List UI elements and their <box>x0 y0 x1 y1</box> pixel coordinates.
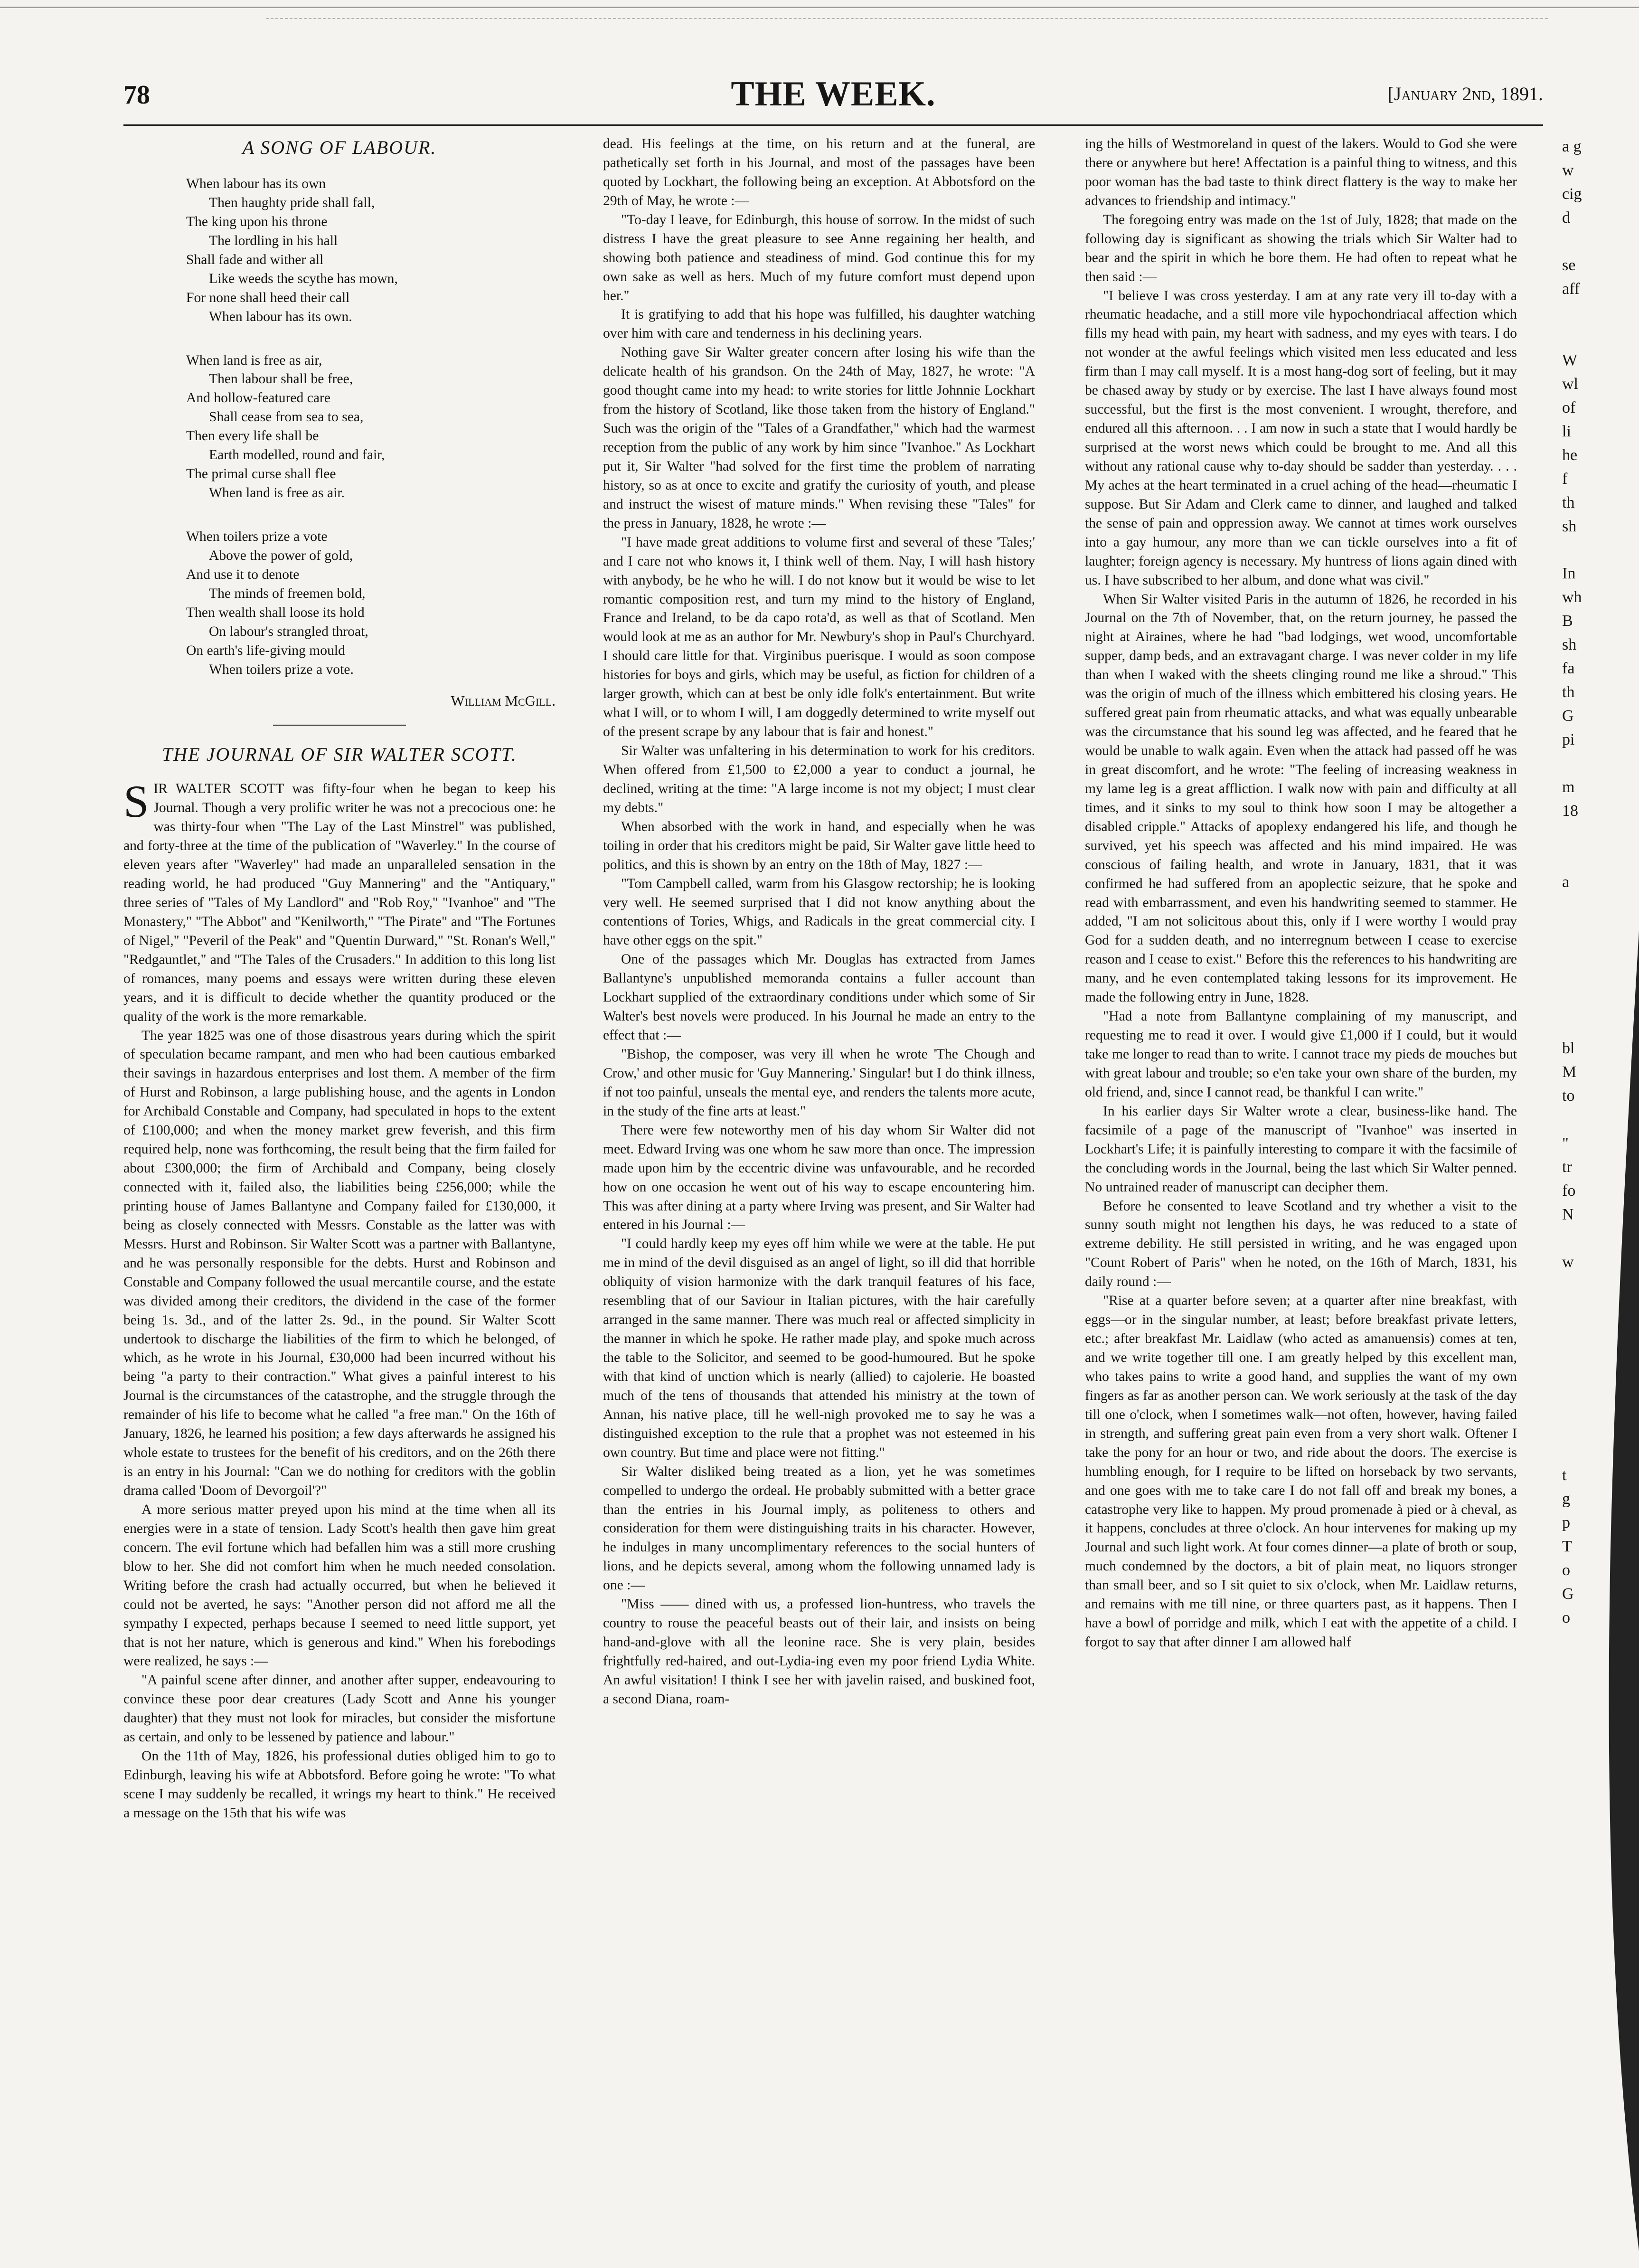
fragment-line: m <box>1562 778 1575 796</box>
fragment-line: o <box>1562 1561 1570 1579</box>
fragment-line: he <box>1562 446 1578 464</box>
section-divider <box>273 725 406 726</box>
fragment-line: G <box>1562 1585 1574 1603</box>
article-paragraph: When Sir Walter visited Paris in the autumn of 1826, he recorded in his Journal on the 7th of November, that, on the return journey, he passed the night at Airaines, where he had "bad lodgings, wet wood, uncomfortable supper, damp beds, and an extravagant charge. I was never colder in my life than when I waked with the sheets clinging round me like a shroud." This was the origin of much of the illness which embittered his closing years. He suffered great pain from rheumatic attacks, and what was equally unbearable was the circumstance that his sound leg was affected, and he feared that he would be unable to walk again. Even when the attack had passed off he was in great discomfort, and he wrote: "The feeling of increasing weakness in my lame leg is a great affliction. I walk now with pain and difficulty at all times, and it sinks to my soul to think how soon I may be altogether a disabled cripple." Attacks of apoplexy endangered his life, and though he survived, yet his speech was affected and his mind impaired. He was conscious of failing health, and wrote in January, 1831, that it was confirmed he had suffered from an apoplectic seizure, that he spoke and read with embarrassment, and even his handwriting seemed to stammer. He added, "I am not solicitous about this, only if I were worthy I would pray God for a sudden death, and no interregnum between I cease to exercise reason and I cease to exist." Before this the references to his handwriting are many, and he even contemplated taking lessons for its improvement. He made the following entry in June, 1828. <box>1085 591 1517 1005</box>
page-edge-scan-shadow <box>1558 931 1639 2251</box>
fragment-line: p <box>1562 1514 1570 1532</box>
fragment-line <box>1562 230 1639 254</box>
article-paragraph: It is gratifying to add that his hope was fulfilled, his daughter watching over him with care and tenderness in his declining years. <box>603 307 1035 341</box>
page-header <box>123 75 1543 127</box>
fragment-line <box>1562 847 1639 870</box>
fragment-line <box>1562 325 1639 349</box>
poem-line: And hollow-featured care <box>186 390 331 406</box>
article-paragraph: "I could hardly keep my eyes off him while we were at the table. He put me in mind of the devil disguised as an angel of light, so ill did that horrible obliquity of vision harmonize with the dark tranquil features of his face, resembling that of our Saviour in Italian pictures, with the hair carefully arranged in the same manner. There was much real or affected simplicity in the manner in which he spoke. He rather made play, and spoke much across the table to the Solicitor, and seemed to be good-humoured. But he spoke with that kind of unction which is nearly (allied) to cajolerie. He boasted much of the tens of thousands that attended his ministry at the town of Annan, his native place, till he well-nigh provoked me to say he was a distinguished exception to the rule that a prophet was not esteemed in his own country. But time and place were not fitting." <box>603 1236 1035 1460</box>
article-paragraph: A more serious matter preyed upon his mind at the time when all its energies were in a state of tension. Lady Scott's health then gave him great concern. The evil fortune which had befallen him was a still more crushing blow to her. She did not comfort him when he much needed consolation. Writing before the crash had actually occurred, but when he believed it could not be averted, he says: "Another person did not afford me all the sympathy I expected, perhaps because I seemed to need little support, yet that is not her nature, which is generous and kind." When his forebodings were realized, he says :— <box>123 1502 556 1669</box>
article-paragraph: "Tom Campbell called, warm from his Glasgow rectorship; he is looking very well. He seemed surprised that I did not know anything about the contentions of Tories, Whigs, and Radicals in the great commercial city. I have other eggs on the spit." <box>603 876 1035 948</box>
drop-cap: S <box>123 776 149 827</box>
top-rule <box>0 7 1639 8</box>
poem-line: Shall cease from sea to sea, <box>209 409 364 425</box>
fragment-line: cig <box>1562 185 1582 203</box>
header-rule <box>123 124 1543 126</box>
poem-line: The lordling in his hall <box>209 233 338 248</box>
article-paragraph: There were few noteworthy men of his day whom Sir Walter did not meet. Edward Irving was one whom he saw more than once. The impression made upon him by the eccentric divine was unfavourable, and he recorded how on one occasion he went out of his way to escape encountering him. This was after dining at a party where Irving was present, and Sir Walter had entered in his Journal :— <box>603 1122 1035 1233</box>
fragment-line: a <box>1562 873 1570 891</box>
article-paragraph: Sir Walter was unfaltering in his determination to work for his creditors. When offered from £1,500 to £2,000 a year to conduct a journal, he declined, writing at the time: "A large income is not my object; I must clear my debts." <box>603 743 1035 815</box>
fragment-line: th <box>1562 683 1575 701</box>
poem-line: When land is free as air. <box>209 485 345 501</box>
fragment-line: t <box>1562 1466 1567 1484</box>
fragment-line: W <box>1562 351 1578 369</box>
fragment-line: of <box>1562 398 1576 416</box>
poem-stanza <box>186 528 556 680</box>
fragment-line: fo <box>1562 1181 1576 1200</box>
article-paragraph: Sir Walter disliked being treated as a lion, yet he was sometimes compelled to undergo the ordeal. He probably submitted with a better grace than the entries in his Journal imply, as politeness to others and consideration for them were distinguishing traits in his character. However, he indulges in many uncomplimentary references to the social hunters of lions, and he depicts several, among whom the following unnamed lady is one :— <box>603 1464 1035 1593</box>
fragment-line: aff <box>1562 280 1580 298</box>
article-title: THE JOURNAL OF SIR WALTER SCOTT. <box>162 744 517 765</box>
article-paragraph: "Had a note from Ballantyne complaining of my manuscript, and requesting me to read it over. I would give £1,000 if I could, but it would take me longer to read than to write. I cannot trace my pieds de mouches but with great labour and trouble; so e'en take your own share of the burden, my old friend, and, since I cannot read, be thankful I can write." <box>1085 1009 1517 1100</box>
poem-line: Above the power of gold, <box>209 548 353 563</box>
fragment-line: se <box>1562 256 1576 274</box>
article-paragraph: ing the hills of Westmoreland in quest of the lakers. Would to God she were there or anywhere but here! Affectation is a painful thing to witness, and this poor woman has the bad taste to think direct flattery is the way to make her advances to friendship and intimacy." <box>1085 136 1517 208</box>
fragment-line: o <box>1562 1609 1570 1627</box>
fragment-line: a g <box>1562 138 1582 155</box>
poem-line: When toilers prize a vote. <box>209 662 354 677</box>
article-paragraph: The foregoing entry was made on the 1st of July, 1828; that made on the following day is significant as showing the trials which Sir Walter had to bear and the spirit in which he bore them. He had often to repeat what he then said :— <box>1085 212 1517 284</box>
fragment-line: w <box>1562 1253 1574 1271</box>
fragment-line <box>1562 823 1639 847</box>
poem-line: When labour has its own <box>186 176 326 191</box>
fragment-line: pi <box>1562 731 1575 749</box>
fragment-line: wl <box>1562 375 1578 393</box>
top-dashed-rule <box>266 18 1548 19</box>
fragment-line: N <box>1562 1205 1574 1223</box>
fragment-line: wh <box>1562 588 1582 606</box>
fragment-line: T <box>1562 1538 1572 1556</box>
article-paragraph: On the 11th of May, 1826, his professional duties obliged him to go to Edinburgh, leaving his wife at Abbotsford. Before going he wrote: "To what scene I may suddenly be recalled, it wrings my heart to think." He received a message on the 15th that his wife was <box>123 1748 556 1821</box>
poem-line: And use it to denote <box>186 567 300 582</box>
page-number: 78 <box>123 80 150 110</box>
article-paragraph: "Miss —— dined with us, a professed lion-huntress, who travels the country to rouse the peaceful beasts out of their lair, and insists on being hand-and-glove with all the leonine race. She is very plain, besides frightfully red-haired, and out-Lydia-ing even my poor friend Lydia White. An awful visitation! I think I see her with javelin raised, and buskined foot, a second Diana, roam- <box>603 1597 1035 1707</box>
article-paragraph: Before he consented to leave Scotland and try whether a visit to the sunny south might not lengthen his days, he was reduced to a state of extreme debility. He still persisted in writing, and he was engaged upon "Count Robert of Paris" when he noted, on the 16th of March, 1831, his daily round :— <box>1085 1198 1517 1290</box>
fragment-line: tr <box>1562 1158 1572 1176</box>
article-paragraph: One of the passages which Mr. Douglas has extracted from James Ballantyne's unpublished memoranda contains a fuller account than Lockhart supplied of the extraordinary conditions under which some of Sir Walter's best novels were produced. In his Journal he made an entry to the effect that :— <box>603 952 1035 1043</box>
poem-line: Earth modelled, round and fair, <box>209 447 385 463</box>
poem-line: Shall fade and wither all <box>186 252 324 267</box>
fragment-line: bl <box>1562 1039 1575 1057</box>
fragment-line: " <box>1562 1134 1569 1152</box>
column-3 <box>1085 135 1517 2172</box>
fragment-line: g <box>1562 1490 1570 1508</box>
article-paragraph: "Bishop, the composer, was very ill when he wrote 'The Chough and Crow,' and other music for 'Guy Mannering.' Singular! but I do think illness, if not too painful, unseals the mental eye, and renders the talents more acute, in the study of the fine arts at least." <box>603 1047 1035 1119</box>
poem-body <box>123 175 556 680</box>
fragment-line: B <box>1562 612 1573 630</box>
article-paragraph <box>123 776 556 1026</box>
poem-stanza <box>186 175 556 327</box>
fragment-line: sh <box>1562 517 1577 535</box>
fragment-line: fa <box>1562 660 1575 678</box>
poem-line: Then haughty pride shall fall, <box>209 195 375 210</box>
article-body-col2 <box>603 135 1035 1709</box>
poem-line: The minds of freemen bold, <box>209 586 366 601</box>
article-paragraph: "To-day I leave, for Edinburgh, this house of sorrow. In the midst of such distress I have the great pleasure to see Anne regaining her health, and showing both patience and steadiness of mind. God continue this for my own sake as well as hers. Much of my future comfort must depend upon her." <box>603 212 1035 303</box>
column-2 <box>603 135 1035 2172</box>
poem-line: On labour's strangled throat, <box>209 624 368 639</box>
poem-line: Like weeds the scythe has mown, <box>209 271 398 286</box>
article-paragraph: "A painful scene after dinner, and another after supper, endeavouring to convince these poor dear creatures (Lady Scott and Anne his younger daughter) that they must not look for miracles, but consider the misfortune as certain, and only to be lessened by patience and labour." <box>123 1673 556 1745</box>
article-body-col1 <box>123 776 556 1823</box>
fragment-line: 18 <box>1562 802 1578 820</box>
poem-stanza <box>186 351 556 503</box>
poem-author: William McGill. <box>451 692 556 709</box>
article-paragraph: Nothing gave Sir Walter greater concern after losing his wife than the delicate health of his grandson. On the 24th of May, 1827, he wrote: "A good thought came into my head: to write stories for little Johnnie Lockhart from the history of Scotland, like those taken from the history of England." Such was the origin of the "Tales of a Grandfather," which had the warmest reception from the public of any work by him since "Ivanhoe." As Lockhart put it, Sir Walter "had solved for the first time the problem of narrating history, so as at once to excite and gratify the curiosity of youth, and please and instruct the wisest of mature minds." When revising these "Tales" for the press in January, 1828, he wrote :— <box>603 345 1035 531</box>
fragment-line: li <box>1562 422 1571 440</box>
poem-line: Then wealth shall loose its hold <box>186 605 365 620</box>
article-paragraph: "Rise at a quarter before seven; at a quarter after nine breakfast, with eggs—or in the singular number, at least; before breakfast private letters, etc.; after breakfast Mr. Laidlaw (who acted as amanuensis) comes at ten, and we write together till one. I am greatly helped by this excellent man, who takes pains to write a good hand, and supplies the want of my own fingers as far as another person can. We work seriously at the task of the day till one o'clock, when I sometimes walk—not often, however, having failed in strength, and suffering great pain even from a very short walk. Oftener I take the pony for an hour or two, and ride about the doors. The exercise is humbling enough, for I require to be lifted on horseback by two servants, and one goes with me to take care I do not fall off and break my bones, a catastrophe very like to happen. My proud promenade à pied or à cheval, as it happens, concludes at three o'clock. An hour intervenes for making up my Journal and such light work. At four comes dinner—a plate of broth or soup, much condemned by the doctors, a bit of plain meat, no liquors stronger than small beer, and so I sit quiet to six o'clock, when Mr. Laidlaw returns, and remains with me till nine, or three quarters past, as it happens. Then I have a bowl of porridge and milk, which I eat with the appetite of a child. I forgot to say that after dinner I am allowed half <box>1085 1293 1517 1650</box>
poem-line: Then labour shall be free, <box>209 371 353 387</box>
fragment-line <box>1562 894 1639 918</box>
issue-date: [January 2nd, 1891. <box>1387 83 1543 104</box>
article-paragraph: When absorbed with the work in hand, and especially when he was toiling in order that his creditors might be paid, Sir Walter gave little heed to politics, and this is shown by an entry on the 18th of May, 1827 :— <box>603 819 1035 872</box>
fragment-line <box>1562 538 1639 562</box>
article-body-col3 <box>1085 135 1517 1652</box>
fragment-line: to <box>1562 1087 1575 1105</box>
paragraph-text: IR WALTER SCOTT was fifty-four when he began to keep his Journal. Though a very prolific writer he was not a precocious one: he was thirty-four when "The Lay of the Last Minstrel" was published, and forty-three at the time of the publication of "Waverley." In the course of eleven years after "Waverley" had made an unparalleled sensation in the reading world, he had produced "Guy Mannering" and the "Antiquary," three series of "Tales of My Landlord" and "Rob Roy," "Ivanhoe" and "The Monastery," "The Abbot" and "Kenilworth," "The Pirate" and "The Fortunes of Nigel," "Peveril of the Peak" and "Quentin Durward," "St. Ronan's Well," "Redgauntlet," and "The Tales of the Crusaders." In addition to this long list of romances, many poems and essays were written during these eleven years, and it is difficult to decide whether the quantity produced or the quality of the work is the more remarkable. <box>123 781 556 1024</box>
fragment-line: G <box>1562 707 1574 725</box>
poem-line: When labour has its own. <box>209 309 352 324</box>
poem-line: For none shall heed their call <box>186 290 350 305</box>
poem-line: The primal curse shall flee <box>186 466 336 482</box>
fragment-line: M <box>1562 1063 1577 1081</box>
fragment-line <box>1562 301 1639 325</box>
poem-line: Then every life shall be <box>186 428 319 444</box>
poem-line: When toilers prize a vote <box>186 529 328 544</box>
article-paragraph: In his earlier days Sir Walter wrote a clear, business-like hand. The facsimile of a page of the manuscript of "Ivanhoe" was inserted in Lockhart's Life; it is painfully interesting to compare it with the facsimile of the concluding words in the Journal, being the last which Sir Walter penned. No untrained reader of manuscript can decipher them. <box>1085 1103 1517 1195</box>
fragment-line: w <box>1562 161 1574 179</box>
poem-title: A SONG OF LABOUR. <box>242 137 437 158</box>
article-paragraph: dead. His feelings at the time, on his return and at the funeral, are pathetically set forth in his Journal, and most of the passages have been quoted by Lockhart, the following being an exception. At Abbotsford on the 29th of May, he wrote :— <box>603 136 1035 208</box>
column-1 <box>123 135 556 2172</box>
poem-line: On earth's life-giving mould <box>186 643 345 658</box>
fragment-line: sh <box>1562 636 1577 654</box>
article-paragraph: "I have made great additions to volume first and several of these 'Tales;' and I care not who knows it, I think well of them. Nay, I will hash history with anybody, be he who he will. I do not know but it would be wise to let romantic composition rest, and turn my mind to the history of England, France and Ireland, to be da capo rota'd, as well as that of Scotland. Men would look at me as an author for Mr. Newbury's shop in Paul's Churchyard. I should care little for that. Virginibus puerisque. I would as soon compose histories for boys and girls, which may be useful, as fiction for children of a larger growth, which can at best be only idle folk's entertainment. But write what I will, or to whom I will, I am doggedly determined to write myself out of the present scrape by any labour that is fair and honest." <box>603 534 1035 740</box>
fragment-line: In <box>1562 565 1576 583</box>
article-paragraph: "I believe I was cross yesterday. I am at any rate very ill to-day with a rheumatic headache, and a still more vile hypochondriacal affection which fills my head with pain, my heart with sadness, and my eyes with tears. I do not wonder at the awful feelings which visited men less educated and less firm than I may call myself. It is a most hang-dog sort of feeling, but it may be chased away by study or by exercise. The last I have always found most successful, but the first is the most convenient. I wrought, therefore, and endured all this afternoon. . . I am now in such a state that I would hardly be surprised at the worst news which could be brought to me. And all this without any rational cause why to-day should be sadder than yesterday. . . . My aches at the heart terminated in a cruel aching of the head—rheumatic I suppose. But Sir Adam and Clerk came to dinner, and laughed and talked the sense of pain and oppression away. We cannot at times work ourselves into a gay humour, any more than we can tickle ourselves into a fit of laughter; foreign agency is necessary. My huntress of lions again dined with us. I have subscribed to her album, and done what was civil." <box>1085 288 1517 588</box>
article-paragraph: The year 1825 was one of those disastrous years during which the spirit of speculation became rampant, and men who had been cautious embarked their savings in hazardous enterprises and lost them. A member of the firm of Hurst and Robinson, a large publishing house, and the agents in London for Archibald Constable and Company, had speculated in hops to the extent of £100,000; and when the money market grew feverish, and this firm required help, none was forthcoming, the result being that the firm failed for about £300,000; the firm of Archibald and Company, being closely connected with it, failed also, the liabilities being £256,000; while the printing house of James Ballantyne and Company failed for £130,000, it being as closely connected with Messrs. Constable as the latter was with Messrs. Hurst and Robinson. Sir Walter Scott was a partner with Ballantyne, and he was personally responsible for the debts. Hurst and Robinson and Constable and Company followed the usual mercantile course, and the estate was divided among their creditors, the dividend in the case of the former being 1s. 3d., and of the latter 2s. 9d., in the pound. Sir Walter Scott undertook to discharge the liabilities of the firm to which he belonged, of which, as he wrote in his Journal, £30,000 had been incurred without his being "a party to their contraction." What gives a painful interest to his Journal is the circumstances of the catastrophe, and the struggle through the remainder of his life to become what he called "a free man." On the 16th of January, 1826, he learned his position; a few days afterwards he assigned his whole estate to trustees for the benefit of his creditors, and on the 26th there is an entry in his Journal: "Can we do nothing for creditors with the goblin drama called 'Doom of Devorgoil'?" <box>123 1028 556 1499</box>
fragment-line: d <box>1562 208 1570 227</box>
poem-line: When land is free as air, <box>186 352 322 368</box>
fragment-line <box>1562 752 1639 775</box>
poem-line: The king upon his throne <box>186 214 328 229</box>
journal-title: THE WEEK. <box>731 75 936 113</box>
fragment-line: f <box>1562 470 1568 488</box>
fragment-line: th <box>1562 493 1575 511</box>
